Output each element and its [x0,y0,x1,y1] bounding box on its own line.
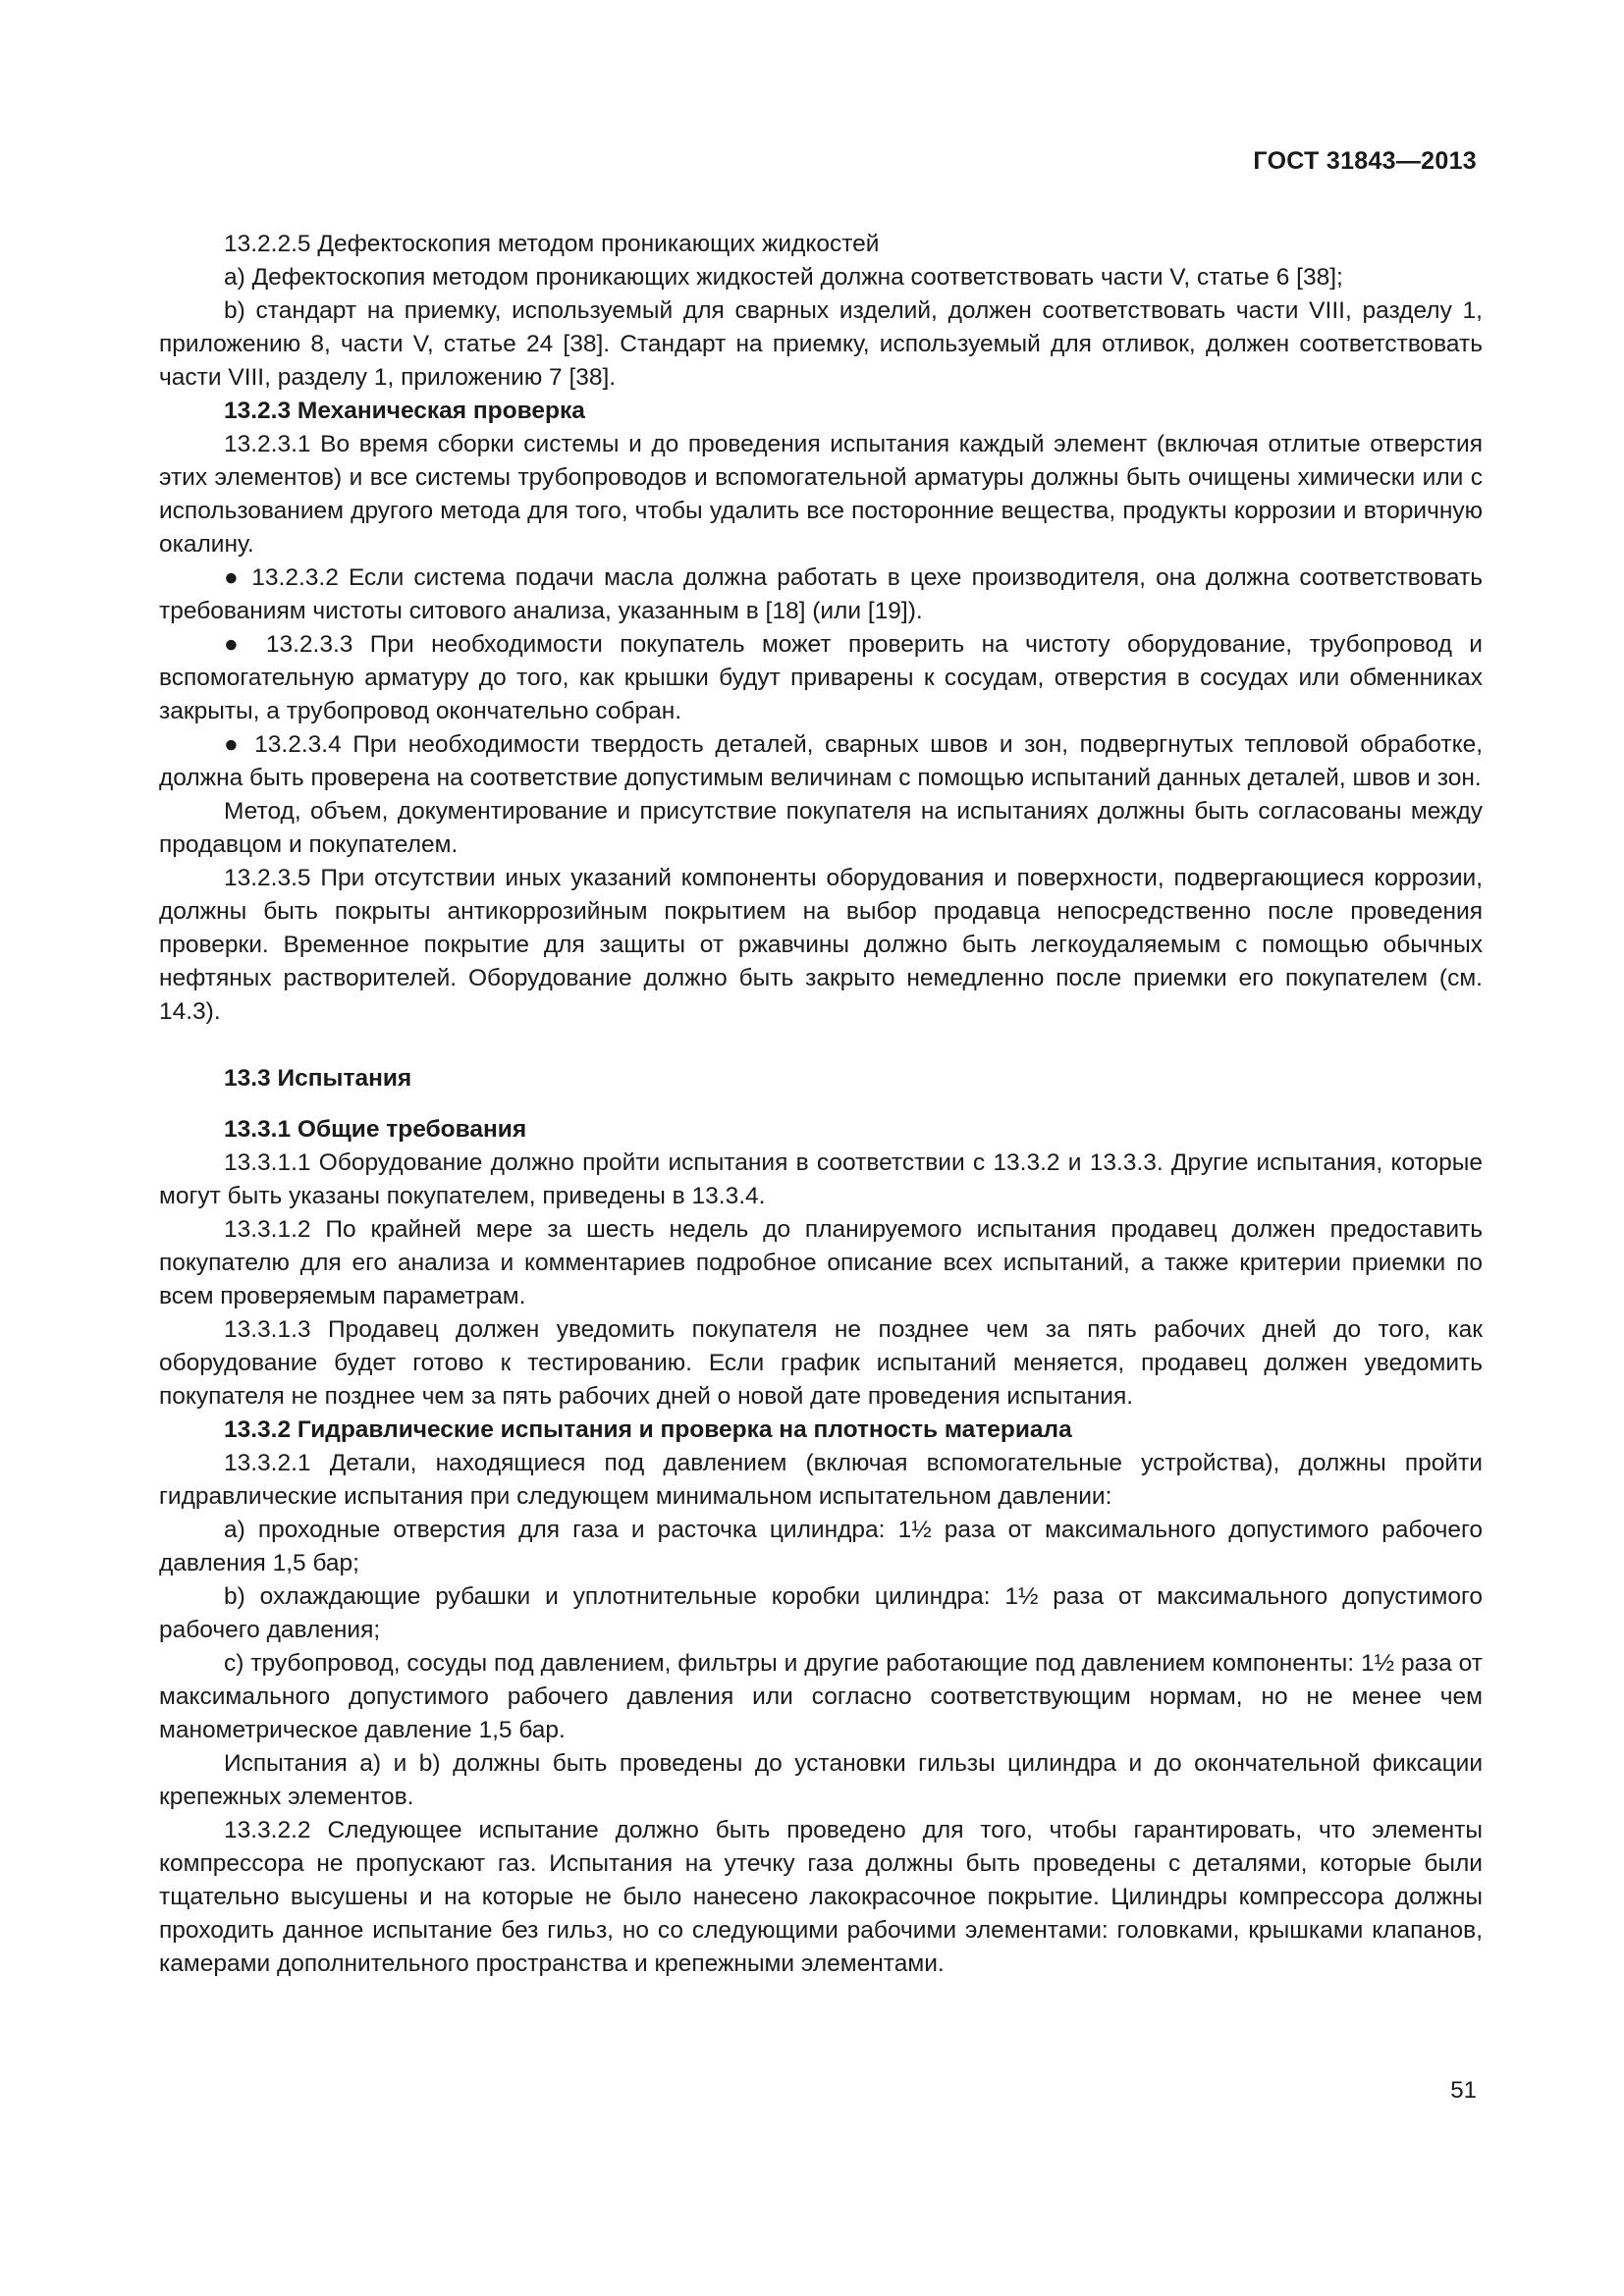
section-heading: 13.2.3 Механическая проверка [224,398,585,424]
standard-header: ГОСТ 31843—2013 [1253,147,1477,175]
section-heading: 13.3 Испытания [224,1065,412,1092]
body-paragraph: 13.3.2.2 Следующее испытание должно быть проведено для того, чтобы гарантировать, что элементы компрессора не пропускают газ. Испытания на утечку газа должны быть проведены с деталями, которые были тщательно высушены и на которые не было нанесено лакокрасочное покрытие. Цилиндры компрессора должны проходить данное испытание без гильз, но со следующими рабочими элементами: головками, крышками клапанов, камерами дополнительного пространства и крепежными элементами. [159,1817,1483,1977]
section-heading: 13.3.1 Общие требования [224,1116,527,1143]
body-paragraph: 13.2.3.1 Во время сборки системы и до проведения испытания каждый элемент (включая отлитые отверстия этих элементов) и все системы трубопроводов и вспомогательной арматуры должны быть очищены химически или с использованием другого метода для того, чтобы удалить все посторонние вещества, продукты коррозии и вторичную окалину. [159,431,1483,558]
body-paragraph: b) стандарт на приемку, используемый для сварных изделий, должен соответствовать части VIII, разделу 1, приложению 8, части V, статье 24 [38]. Стандарт на приемку, используемый для отливок, должен соответствовать части VIII, разделу 1, приложению 7 [38]. [159,297,1483,391]
body-paragraph: ● 13.2.3.4 При необходимости твердость деталей, сварных швов и зон, подвергнутых тепловой обработке, должна быть проверена на соответствие допустимым величинам с помощью испытаний данных деталей, швов и зон. [159,731,1483,791]
body-paragraph: Метод, объем, документирование и присутствие покупателя на испытаниях должны быть согласованы между продавцом и покупателем. [159,798,1483,858]
body-paragraph: 13.3.1.2 По крайней мере за шесть недель до планируемого испытания продавец должен предоставить покупателю для его анализа и комментариев подробное описание всех испытаний, а также критерии приемки по всем проверяемым параметрам. [159,1216,1483,1309]
body-paragraph: 13.3.1.3 Продавец должен уведомить покупателя не позднее чем за пять рабочих дней до того, как оборудование будет готово к тестированию. Если график испытаний меняется, продавец должен уведомить покупателя не позднее чем за пять рабочих дней о новой дате проведения испытания. [159,1316,1483,1410]
page-number: 51 [1450,2077,1477,2104]
body-paragraph: Испытания a) и b) должны быть проведены до установки гильзы цилиндра и до окончательной фиксации крепежных элементов. [159,1750,1483,1810]
body-paragraph: b) охлаждающие рубашки и уплотнительные коробки цилиндра: 1½ раза от максимального допустимого рабочего давления; [159,1583,1483,1643]
section-heading: 13.3.2 Гидравлические испытания и проверка на плотность материала [224,1416,1072,1443]
body-paragraph: 13.2.3.5 При отсутствии иных указаний компоненты оборудования и поверхности, подвергающиеся коррозии, должны быть покрыты антикоррозийным покрытием на выбор продавца непосредственно после проведения проверки. Временное покрытие для защиты от ржавчины должно быть легкоудаляемым с помощью обычных нефтяных растворителей. Оборудование должно быть закрыто немедленно после приемки его покупателем (см. 14.3). [159,865,1483,1025]
document-body [159,228,1483,1981]
body-paragraph: 13.3.2.1 Детали, находящиеся под давлением (включая вспомогательные устройства), должны пройти гидравлические испытания при следующем минимальном испытательном давлении: [159,1450,1483,1510]
body-paragraph: 13.2.2.5 Дефектоскопия методом проникающих жидкостей [224,231,880,257]
body-paragraph: a) Дефектоскопия методом проникающих жидкостей должна соответствовать части V, статье 6 [38]; [224,264,1343,291]
body-paragraph: 13.3.1.1 Оборудование должно пройти испытания в соответствии с 13.3.2 и 13.3.3. Другие испытания, которые могут быть указаны покупателем, приведены в 13.3.4. [159,1149,1483,1209]
body-paragraph: ● 13.2.3.3 При необходимости покупатель может проверить на чистоту оборудование, трубопровод и вспомогательную арматуру до того, как крышки будут приварены к сосудам, отверстия в сосудах или обменниках закрыты, а трубопровод окончательно собран. [159,631,1483,724]
body-paragraph: a) проходные отверстия для газа и расточка цилиндра: 1½ раза от максимального допустимого рабочего давления 1,5 бар; [159,1517,1483,1576]
body-paragraph: ● 13.2.3.2 Если система подачи масла должна работать в цехе производителя, она должна соответствовать требованиям чистоты ситового анализа, указанным в [18] (или [19]). [159,564,1483,624]
body-paragraph: c) трубопровод, сосуды под давлением, фильтры и другие работающие под давлением компоненты: 1½ раза от максимального допустимого рабочего давления или согласно соответствующим нормам, но не менее чем манометрическое давление 1,5 бар. [159,1650,1483,1743]
